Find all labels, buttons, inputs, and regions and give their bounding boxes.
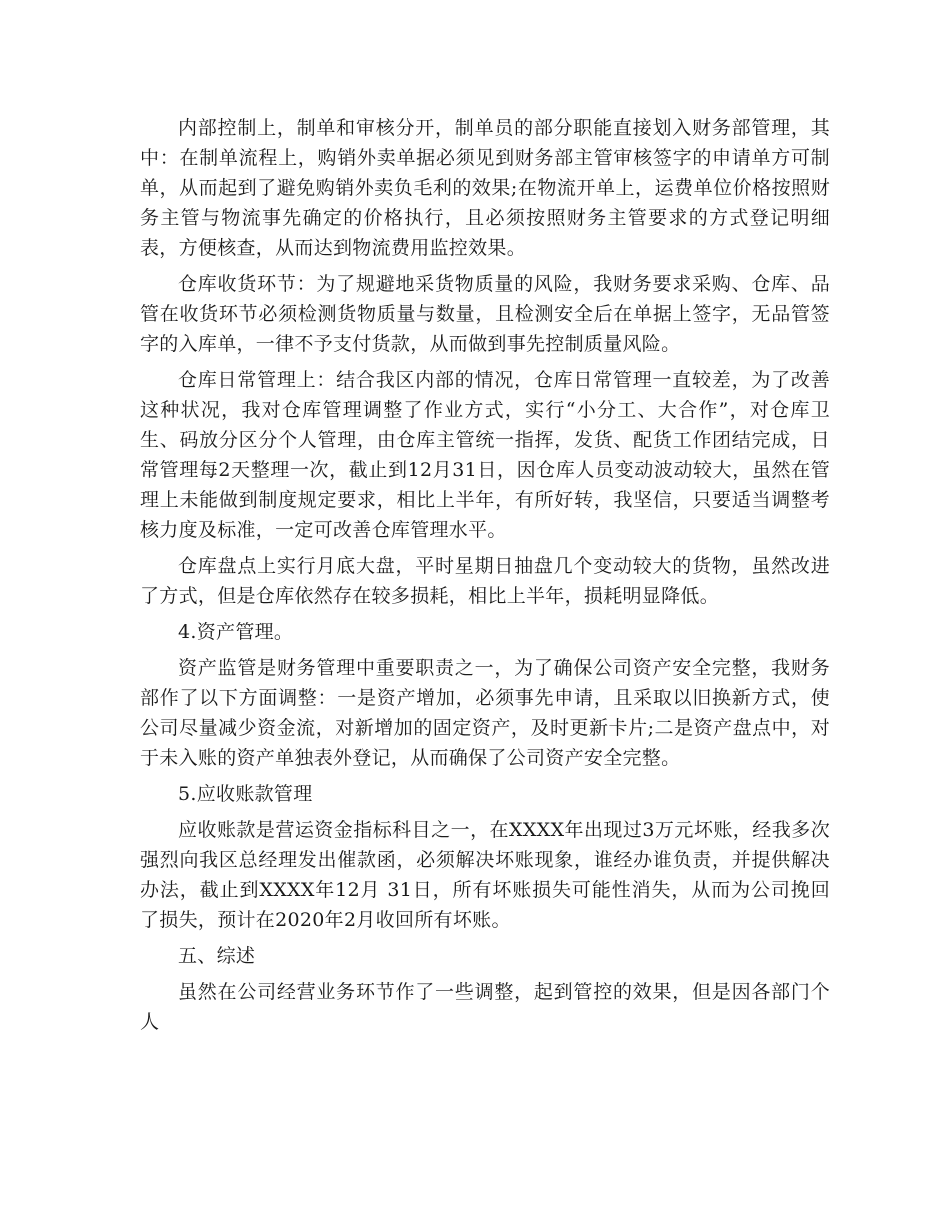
document-page (140, 113, 830, 1043)
paragraph-warehouse-receiving: 仓库收货环节：为了规避地采货物质量的风险，我财务要求采购、仓库、品管在收货环节必须检测货物质量与数量，且检测安全后在单据上签字，无品管签字的入库单，一律不予支付货款，从而做到事先控制质量风险。 (140, 273, 830, 355)
paragraph-internal-control: 内部控制上，制单和审核分开，制单员的部分职能直接划入财务部管理，其中：在制单流程上，购销外卖单据必须见到财务部主管审核签字的申请单方可制单，从而起到了避免购销外卖负毛利的效果;在物流开单上，运费单位价格按照财务主管与物流事先确定的价格执行，且必须按照财务主管要求的方式登记明细表，方便核查，从而达到物流费用监控效果。 (140, 117, 830, 259)
paragraph-warehouse-daily-management: 仓库日常管理上：结合我区内部的情况，仓库日常管理一直较差，为了改善这种状况，我对仓库管理调整了作业方式，实行“小分工、大合作”，对仓库卫生、码放分区分个人管理，由仓库主管统一指挥，发货、配货工作团结完成，日常管理每2天整理一次，截止到12月31日，因仓库人员变动波动较大，虽然在管理上未能做到制度规定要求，相比上半年，有所好转，我坚信，只要适当调整考核力度及标准，一定可改善仓库管理水平。 (140, 369, 830, 541)
paragraph-warehouse-inventory: 仓库盘点上实行月底大盘，平时星期日抽盘几个变动较大的货物，虽然改进了方式，但是仓库依然存在较多损耗，相比上半年，损耗明显降低。 (140, 555, 830, 607)
section-heading-asset-management: 4.资产管理。 (178, 621, 294, 643)
paragraph-receivables: 应收账款是营运资金指标科目之一，在XXXX年出现过3万元坏账，经我多次强烈向我区总经理发出催款函，必须解决坏账现象，谁经办谁负责，并提供解决办法，截止到XXXX年12月 31日，所有坏账损失可能性消失，从而为公司挽回了损失，预计在2020年2月收回所有坏账。 (140, 819, 830, 931)
section-heading-receivables: 5.应收账款管理 (178, 783, 313, 805)
section-heading-summary: 五、综述 (178, 945, 256, 967)
paragraph-asset-supervision: 资产监管是财务管理中重要职责之一，为了确保公司资产安全完整，我财务部作了以下方面调整：一是资产增加，必须事先申请，且采取以旧换新方式，使公司尽量减少资金流，对新增加的固定资产，及时更新卡片;二是资产盘点中，对于未入账的资产单独表外登记，从而确保了公司资产安全完整。 (140, 657, 830, 769)
paragraph-summary: 虽然在公司经营业务环节作了一些调整，起到管控的效果，但是因各部门个人 (140, 981, 830, 1033)
